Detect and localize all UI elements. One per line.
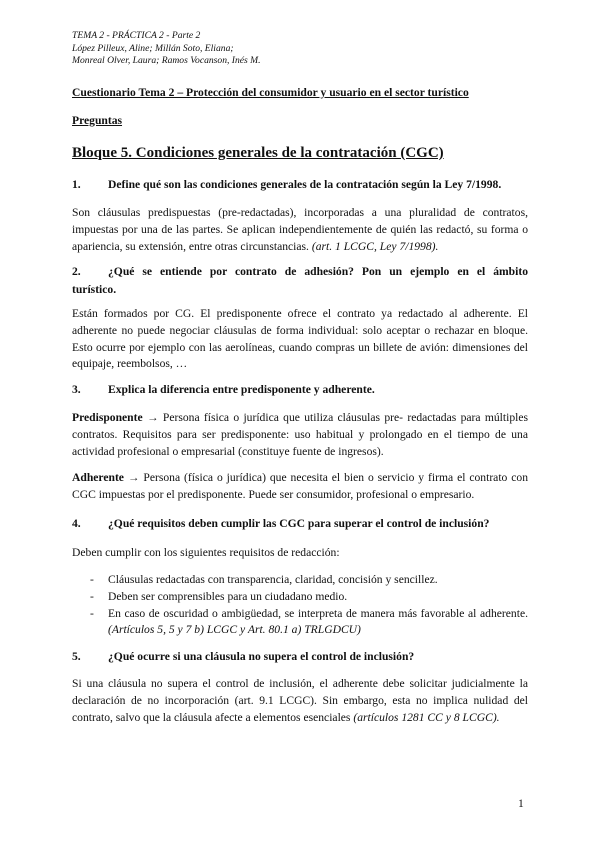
requirements-list <box>72 572 528 639</box>
arrow-icon: → <box>127 471 140 484</box>
list-item <box>72 606 528 640</box>
question-text-line-1: ¿Qué se entiende por contrato de adhesión? Pon un ejemplo en el ámbito <box>108 265 528 278</box>
question-text-line-2: turístico. <box>72 283 117 296</box>
list-item-text: Cláusulas redactadas con transparencia, claridad, concisión y sencillez. <box>108 573 438 586</box>
question-3 <box>72 381 528 399</box>
list-item-text: Deben ser comprensibles para un ciudadano medio. <box>108 589 348 603</box>
header-line-2: López Pilleux, Aline; Millán Soto, Eliana; <box>72 42 234 54</box>
answer-text: Si una cláusula no supera el control de inclusión, el adherente debe solicitar judicialmente la declaración de no incorporación (art. 9.1 LCGC). Sin embargo, esta no implica nulidad del contrato, salvo que la cláusula afecte a elementos esenciales <box>72 677 528 724</box>
answer-text: Son cláusulas predispuestas (pre-redactadas), incorporadas a una pluralidad de contratos, impuestas por una de las partes. Se aplican independientemente de quién las redactó, su forma o apariencia, su extensión, entre otras circunstancias. <box>72 206 528 253</box>
list-item <box>72 589 528 606</box>
question-1 <box>72 176 528 194</box>
question-text: Explica la diferencia entre predisponente y adherente. <box>108 383 375 396</box>
dash-bullet: - <box>90 606 94 620</box>
answer-2 <box>72 306 528 373</box>
legal-reference: (artículos 1281 CC y 8 LCGC). <box>353 710 500 724</box>
block-heading: Bloque 5. Condiciones generales de la contratación (CGC) <box>72 145 444 161</box>
answer-text: Están formados por CG. El predisponente ofrece el contrato ya redactado al adherente. El adherente no puede negociar cláusulas de forma individual: solo aceptar o rechazar en bloque. Esto ocurre por ejemplo con las aerolíneas, cuando compras un billete de avión: dimensiones del equipaje, reembolsos, … <box>72 307 528 371</box>
dash-bullet: - <box>90 589 94 603</box>
answer-5 <box>72 676 528 726</box>
document-title: Cuestionario Tema 2 – Protección del consumidor y usuario en el sector turístico <box>72 86 469 99</box>
list-item <box>72 572 528 589</box>
page-header <box>72 30 261 68</box>
section-label-preguntas: Preguntas <box>72 114 123 127</box>
header-line-1: TEMA 2 - PRÁCTICA 2 - Parte 2 <box>72 30 201 41</box>
header-line-3: Monreal Olver, Laura; Ramos Vocanson, Inés M. <box>72 55 261 66</box>
question-number: 4. <box>72 517 81 530</box>
list-item-text: En caso de oscuridad o ambigüedad, se interpreta de manera más favorable al adherente. <box>108 606 528 620</box>
question-2 <box>72 263 528 299</box>
legal-reference: (art. 1 LCGC, Ley 7/1998). <box>311 239 439 253</box>
term-adherente: Adherente <box>72 471 124 484</box>
answer-3-adherente <box>72 470 528 504</box>
question-5 <box>72 648 528 666</box>
page-number: 1 <box>518 797 524 810</box>
question-number: 3. <box>72 383 81 396</box>
term-predisponente: Predisponente <box>72 411 143 424</box>
legal-reference: (Artículos 5, 5 y 7 b) LCGC y Art. 80.1 a) TRLGDCU) <box>108 623 361 637</box>
question-4 <box>72 515 528 533</box>
arrow-icon: → <box>146 411 159 424</box>
question-number: 5. <box>72 650 81 663</box>
question-text: Define qué son las condiciones generales de la contratación según la Ley 7/1998. <box>108 178 502 191</box>
question-number: 2. <box>72 265 81 278</box>
dash-bullet: - <box>90 573 94 586</box>
answer-1 <box>72 205 528 255</box>
answer-4-intro: Deben cumplir con los siguientes requisitos de redacción: <box>72 546 340 559</box>
question-text: ¿Qué requisitos deben cumplir las CGC para superar el control de inclusión? <box>108 517 490 530</box>
answer-3-predisponente <box>72 410 528 460</box>
definition-text: Persona (física o jurídica) que necesita el bien o servicio y firma el contrato con CGC impuestas por el predisponente. Puede ser consumidor, profesional o empresario. <box>72 471 529 501</box>
question-number: 1. <box>72 178 81 191</box>
question-text: ¿Qué ocurre si una cláusula no supera el control de inclusión? <box>108 650 415 663</box>
definition-text: Persona física o jurídica que utiliza cláusulas pre- redactadas para múltiples contratos. Requisitos para ser predisponente: uso habitual y prolongado en el tiempo de una actividad profesional o empresarial (constituye fuente de ingresos). <box>72 411 528 458</box>
